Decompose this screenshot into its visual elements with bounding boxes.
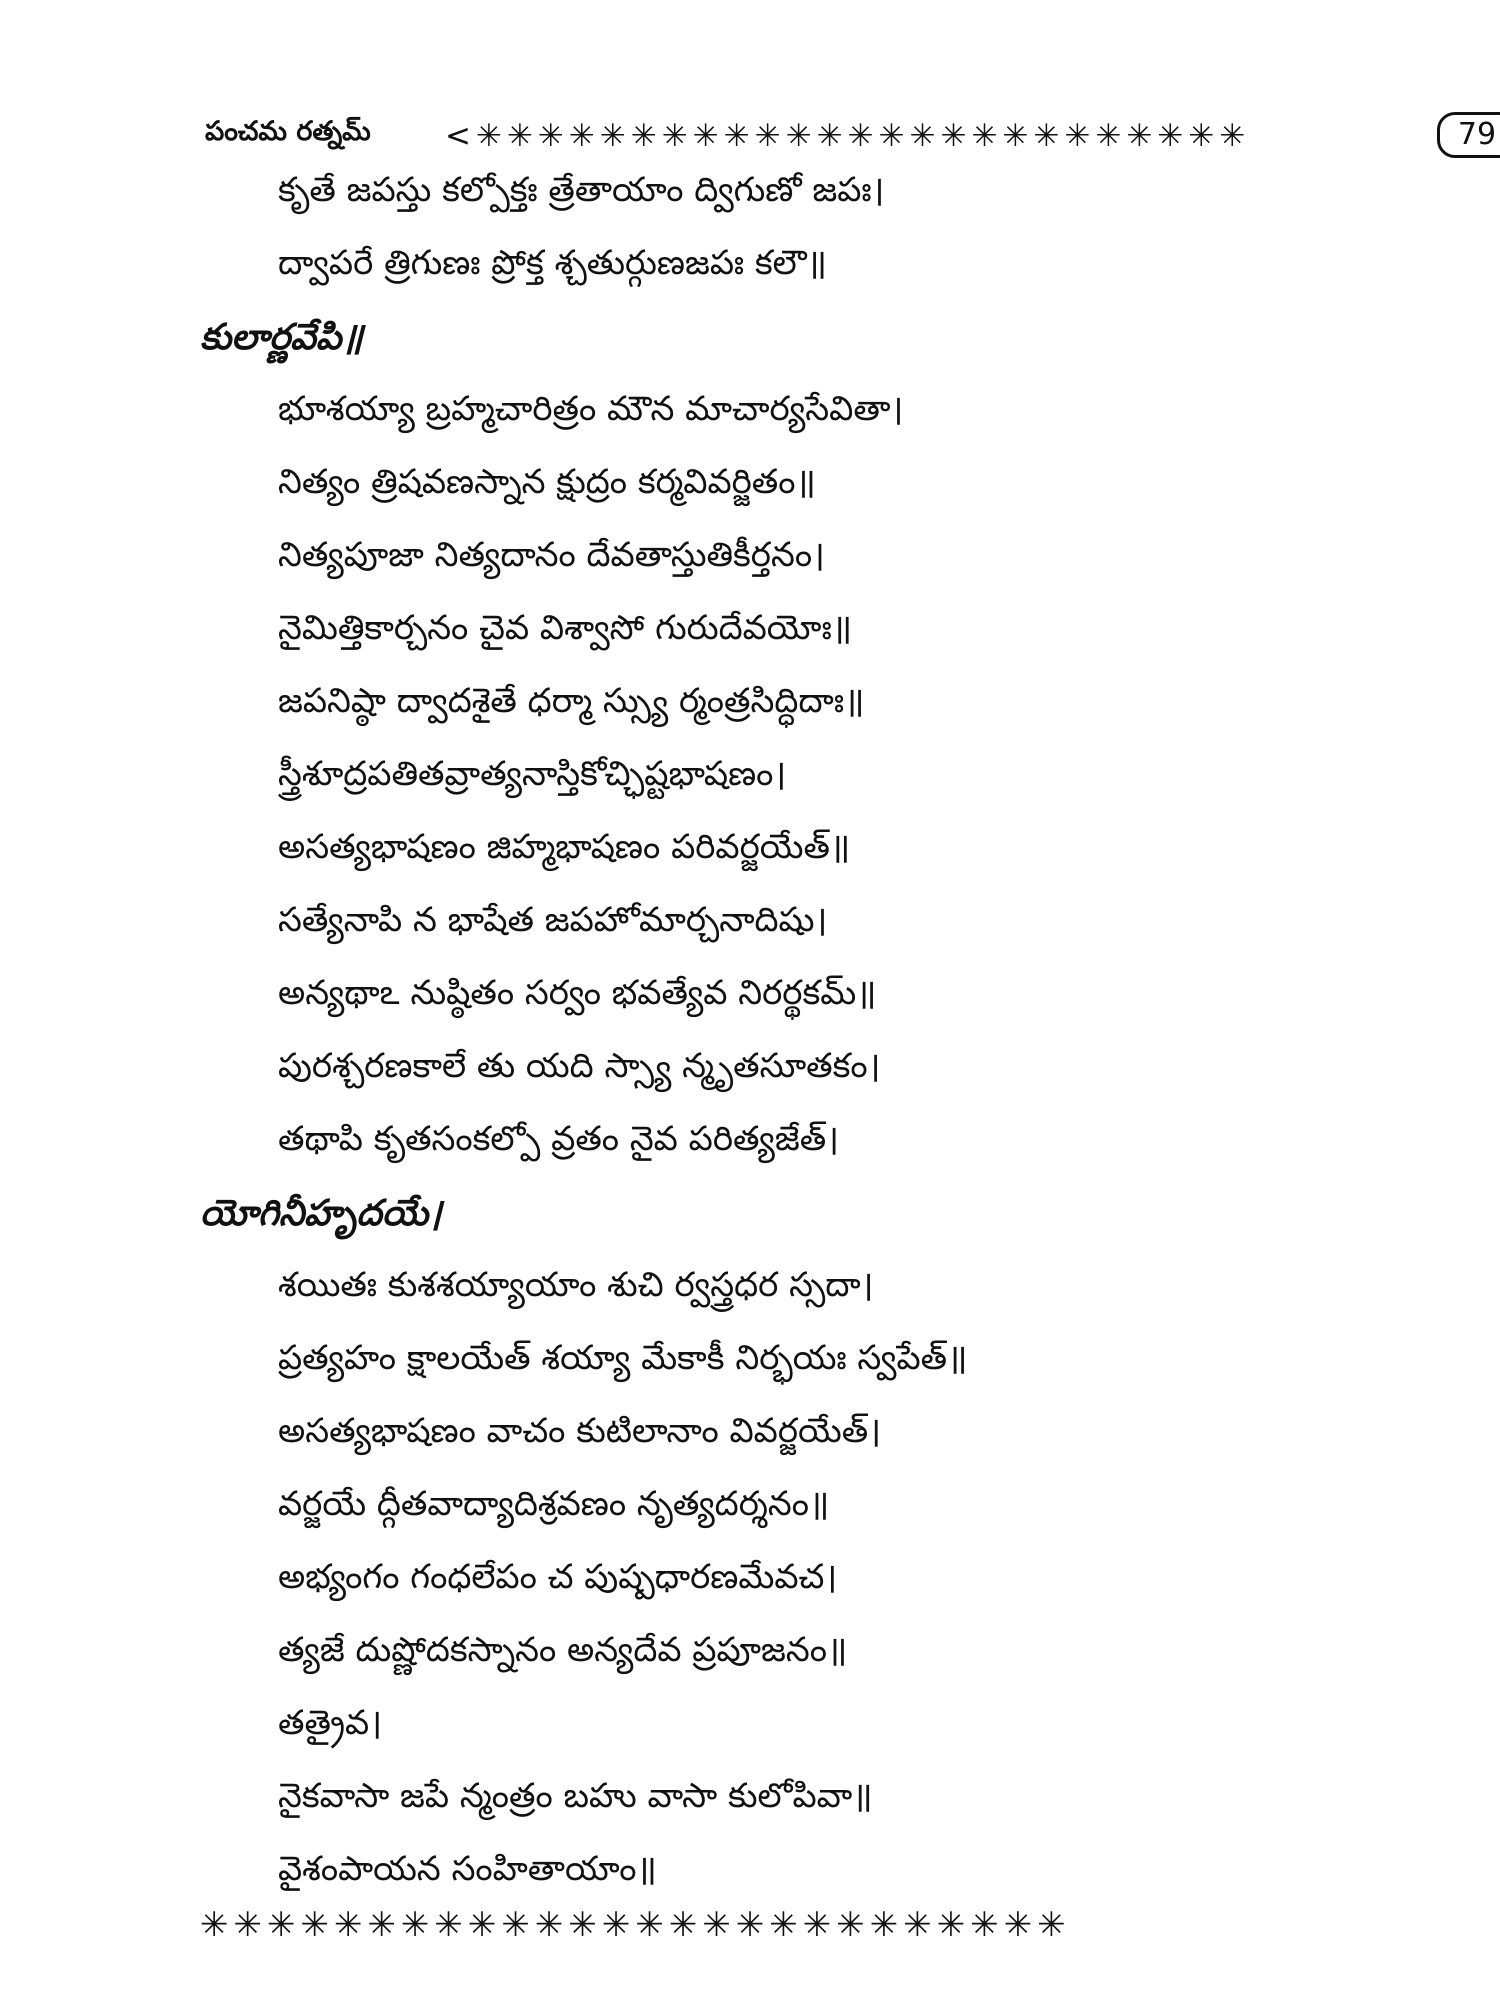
verse-line: నిత్యం త్రిషవణస్నాన క్షుద్రం కర్మవివర్జితం॥ [278, 462, 816, 502]
header-ornament: <✳✳✳✳✳✳✳✳✳✳✳✳✳✳✳✳✳✳✳✳✳✳✳✳✳ [445, 118, 1251, 154]
running-title: పంచమ రత్నమ్ [205, 116, 371, 147]
verse-line: శయితః కుశశయ్యాయాం శుచి ర్వస్త్రధర స్సదా। [278, 1265, 874, 1305]
verse-line: అసత్యభాషణం వాచం కుటిలానాం వివర్జయేత్। [278, 1411, 882, 1451]
verse-line: భూశయ్యా బ్రహ్మచారిత్రం మౌన మాచార్యసేవితా। [278, 389, 904, 429]
section-heading: యోగినీహృదయే। [200, 1193, 442, 1234]
page-number: 79 [1437, 112, 1500, 158]
page-header [205, 112, 1497, 160]
verse-line: త్యజే దుష్ణోదకస్నానం అన్యదేవ ప్రపూజనం॥ [278, 1630, 848, 1670]
verse-line: స్త్రీశూద్రపతితవ్రాత్యనాస్తికోచ్ఛిష్టభాషణం। [278, 754, 787, 794]
footer-ornament: ✳✳✳✳✳✳✳✳✳✳✳✳✳✳✳✳✳✳✳✳✳✳✳✳✳✳ [200, 1905, 1071, 1945]
verse-line: పురశ్చరణకాలే తు యది స్స్యా న్మృతసూతకం। [278, 1046, 881, 1086]
verse-line: నైమిత్తికార్చనం చైవ విశ్వాసో గురుదేవయోః॥ [278, 608, 853, 648]
verse-line: తత్రైవ। [278, 1703, 383, 1743]
verse-line: అసత్యభాషణం జిహ్మభాషణం పరివర్జయేత్॥ [278, 827, 851, 867]
verse-line: ద్వాపరే త్రిగుణః ప్రోక్త శ్చతుర్గుణజపః కలౌ॥ [278, 243, 827, 283]
verse-line: వైశంపాయన సంహితాయాం॥ [278, 1849, 657, 1889]
verse-line: వర్జయే ద్గీతవాద్యాదిశ్రవణం నృత్యదర్శనం॥ [278, 1484, 830, 1524]
verse-line: జపనిష్ఠా ద్వాదశైతే ధర్మా స్స్యు ర్మంత్రసిద్ధిదాః॥ [278, 681, 865, 721]
verse-line: తథాపి కృతసంకల్పో వ్రతం నైవ పరిత్యజేత్। [278, 1119, 840, 1159]
verse-line: నైకవాసా జపే న్మంత్రం బహు వాసా కులోపివా॥ [278, 1776, 873, 1816]
section-heading: కులార్ణవేపి॥ [200, 317, 364, 358]
verse-line: కృతే జపస్తు కల్పోక్తః త్రేతాయాం ద్విగుణో జపః। [278, 170, 885, 210]
verse-line: ప్రత్యహం క్షాలయేత్ శయ్యా మేకాకీ నిర్భయః స్వపేత్॥ [278, 1338, 968, 1378]
verse-line: అన్యథాఽ నుష్ఠితం సర్వం భవత్యేవ నిరర్థకమ్॥ [278, 973, 877, 1013]
verse-line: సత్యేనాపి న భాషేత జపహోమార్చనాదిషు। [278, 900, 828, 940]
verse-line: అభ్యంగం గంధలేపం చ పుష్పధారణమేవచ। [278, 1557, 838, 1597]
verse-line: నిత్యపూజా నిత్యదానం దేవతాస్తుతికీర్తనం। [278, 535, 825, 575]
